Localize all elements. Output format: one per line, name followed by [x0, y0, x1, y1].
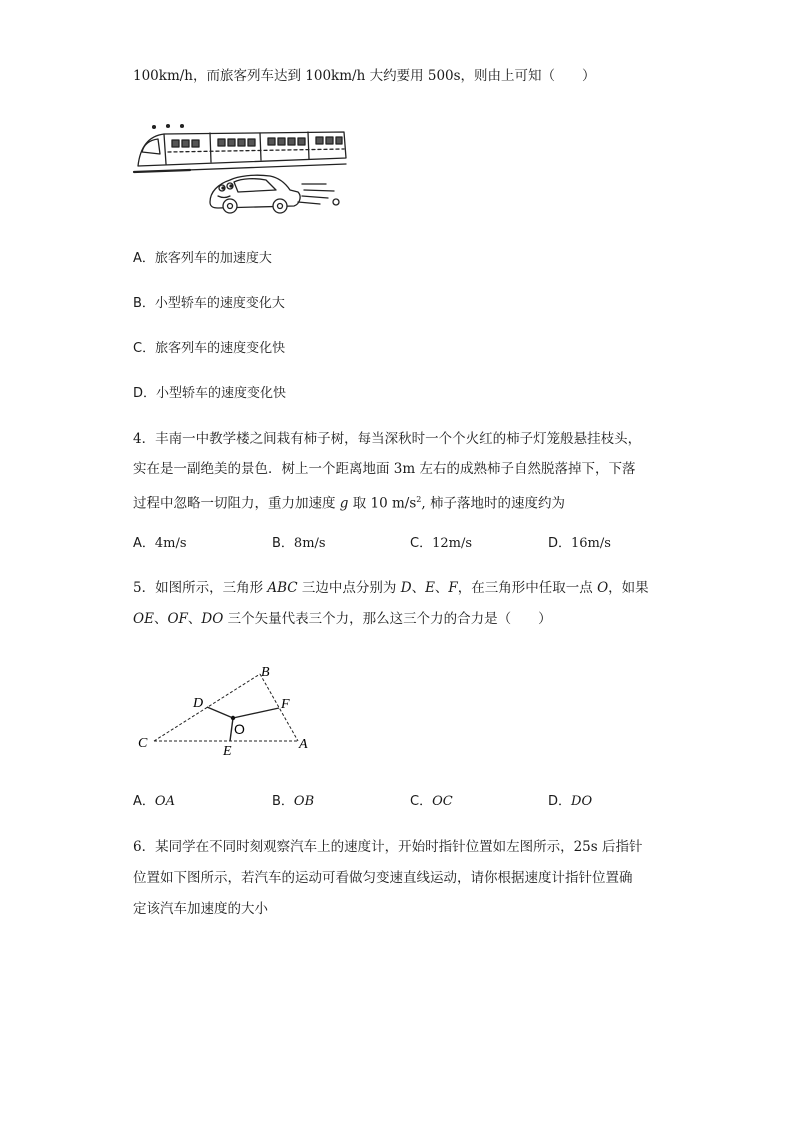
label-d: D	[193, 696, 204, 711]
train-car-illustration	[130, 118, 350, 218]
q4-stem-line3	[133, 490, 565, 514]
option-text: OC	[432, 794, 453, 809]
q6-stem-line2: 位置如下图所示，若汽车的运动可看做匀变速直线运动，请你根据速度计指针位置确	[133, 870, 633, 886]
q6-stem-line3: 定该汽车加速度的大小	[133, 901, 268, 917]
option-label: A．	[133, 794, 155, 809]
option-text: DO	[571, 794, 593, 809]
q4-line3-b: 取 10 m/s	[348, 495, 417, 512]
q3-option-a[interactable]	[133, 249, 272, 269]
q5-of: OF	[167, 611, 188, 627]
option-label: C．	[410, 536, 433, 551]
q5-sep: 、	[411, 580, 426, 596]
point-o	[231, 716, 235, 720]
option-label: D．	[133, 386, 157, 401]
option-text: OA	[154, 794, 175, 809]
option-text: 16m/s	[571, 536, 611, 551]
option-text: 小型轿车的速度变化大	[154, 296, 285, 311]
option-label: C．	[133, 341, 156, 356]
q4-superscript: 2	[416, 495, 422, 504]
q5-d: D	[400, 580, 412, 596]
q5-e: E	[425, 580, 435, 596]
q5-sep: 、	[434, 580, 449, 596]
q5-f: F	[448, 580, 458, 596]
q5-sep: 、	[153, 611, 168, 627]
label-b: B	[261, 665, 270, 680]
option-text: 4m/s	[154, 536, 187, 551]
q4-stem-line1: 4．丰南一中教学楼之间栽有柿子树，每当深秋时一个个火红的柿子灯笼般悬挂枝头，	[133, 431, 642, 447]
q3-option-b[interactable]	[133, 294, 285, 314]
q5-sep: 、	[187, 611, 202, 627]
option-label: B．	[272, 536, 294, 551]
option-text: 旅客列车的速度变化快	[155, 341, 286, 356]
q5-option-b[interactable]	[272, 792, 314, 812]
q4-option-a[interactable]	[133, 534, 187, 554]
q6-stem-line1: 6．某同学在不同时刻观察汽车上的速度计，开始时指针位置如左图所示，25s 后指针	[133, 839, 643, 855]
q5-do: DO	[201, 611, 224, 627]
label-f: F	[281, 697, 290, 712]
q5-text-b: 三边中点分别为	[297, 580, 401, 596]
triangle-figure	[130, 660, 330, 760]
option-label: D．	[548, 794, 572, 809]
q3-option-c[interactable]	[133, 339, 285, 359]
q4-option-c[interactable]	[410, 534, 472, 554]
option-text: 8m/s	[293, 536, 326, 551]
q4-stem-line2: 实在是一副绝美的景色．树上一个距离地面 3m 左右的成熟柿子自然脱落掉下，下落	[133, 461, 636, 477]
q5-o: O	[597, 580, 609, 596]
label-o: O	[234, 721, 245, 737]
option-label: A．	[133, 536, 155, 551]
q4-option-b[interactable]	[272, 534, 326, 554]
q5-option-c[interactable]	[410, 792, 453, 812]
q3-stem-tail: 100km/h，而旅客列车达到 100km/h 大约要用 500s，则由上可知（ ）	[133, 68, 596, 84]
q5-oe: OE	[133, 611, 154, 627]
q5-stem-line2	[133, 609, 552, 629]
q4-option-d[interactable]	[548, 534, 611, 554]
q5-text-c: ，在三角形中任取一点	[457, 580, 598, 596]
q4-g-symbol: g	[339, 495, 349, 512]
q5-stem-line1	[133, 578, 649, 598]
q5-text-a: 5．如图所示，三角形	[133, 580, 268, 596]
q4-line3-a: 过程中忽略一切阻力，重力加速度	[133, 495, 340, 512]
q5-abc: ABC	[267, 580, 298, 596]
q4-line3-c: , 柿子落地时的速度约为	[421, 495, 565, 512]
q5-option-a[interactable]	[133, 792, 175, 812]
option-label: A．	[133, 251, 155, 266]
vector-oe	[230, 718, 233, 741]
q5-text-d: ，如果	[608, 580, 649, 596]
side-ba	[260, 674, 298, 741]
label-a: A	[299, 737, 308, 752]
option-label: D．	[548, 536, 572, 551]
vector-of	[233, 708, 279, 718]
option-text: 小型轿车的速度变化快	[156, 386, 287, 401]
option-text: OB	[293, 794, 315, 809]
vector-od	[207, 707, 233, 718]
q3-option-d[interactable]	[133, 384, 286, 404]
option-label: B．	[272, 794, 294, 809]
option-text: 旅客列车的加速度大	[154, 251, 272, 266]
q5-option-d[interactable]	[548, 792, 592, 812]
label-c: C	[138, 736, 148, 751]
q5-text-rest: 三个矢量代表三个力，那么这三个力的合力是（ ）	[223, 611, 552, 627]
label-e: E	[223, 744, 232, 759]
option-text: 12m/s	[432, 536, 472, 551]
option-label: C．	[410, 794, 433, 809]
option-label: B．	[133, 296, 155, 311]
